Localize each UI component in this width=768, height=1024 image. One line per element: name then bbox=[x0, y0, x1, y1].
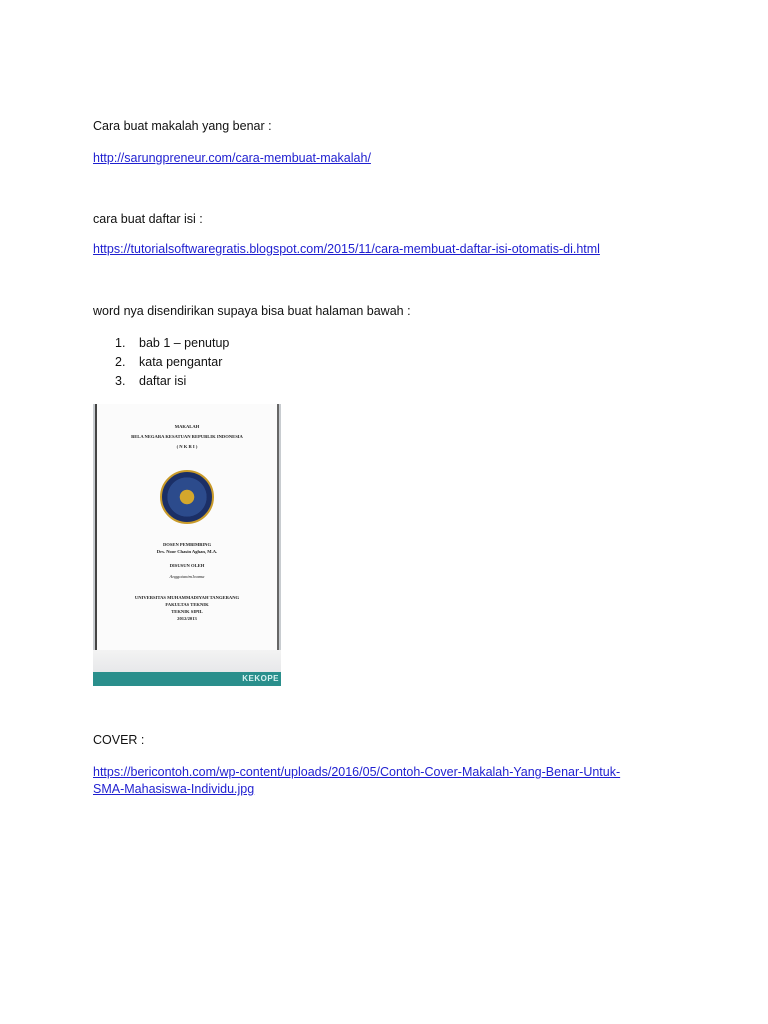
cover-univ: UNIVERSITAS MUHAMMADIYAH TANGERANG bbox=[134, 595, 240, 600]
list-item: 1. bab 1 – penutup bbox=[115, 336, 230, 350]
cover-watermark: KEKOPE bbox=[93, 672, 281, 686]
cover-dosen-name: Drs. Noor Chasin Aghan, M.A. bbox=[156, 549, 218, 554]
cover-link-line2[interactable]: SMA-Mahasiswa-Individu.jpg bbox=[93, 782, 255, 796]
cover-year: 2012/2013 bbox=[177, 616, 197, 621]
cover-band bbox=[93, 650, 281, 672]
daftar-isi-link[interactable]: https://tutorialsoftwaregratis.blogspot.com/2015/11/cara-membuat-daftar-isi-otomatis-di.html bbox=[93, 242, 600, 256]
cover-link-line1[interactable]: https://bericontoh.com/wp-content/uploads/2016/05/Contoh-Cover-Makalah-Yang-Benar-Untuk- bbox=[93, 765, 621, 779]
makalah-link[interactable]: http://sarungpreneur.com/cara-membuat-makalah/ bbox=[93, 151, 371, 165]
cover-title: MAKALAH bbox=[174, 424, 200, 429]
cover-label: COVER : bbox=[93, 733, 145, 747]
daftar-isi-label: cara buat daftar isi : bbox=[93, 212, 203, 226]
university-logo-icon bbox=[160, 470, 214, 524]
word-label: word nya disendirikan supaya bisa buat halaman bawah : bbox=[93, 304, 411, 318]
cover-page bbox=[95, 404, 279, 650]
list-item: 3. daftar isi bbox=[115, 374, 187, 388]
list-item: 2. kata pengantar bbox=[115, 355, 223, 369]
cover-image bbox=[93, 404, 281, 686]
cover-nama: Anggotanim1nama bbox=[169, 574, 205, 579]
cover-subtitle: BELA NEGARA KESATUAN REPUBLIK INDONESIA bbox=[131, 434, 243, 439]
cover-abbrev: ( N K R I ) bbox=[176, 444, 198, 449]
cover-dosen-label: DOSEN PEMBIMBING bbox=[162, 542, 212, 547]
cover-disusun: DISUSUN OLEH bbox=[169, 563, 205, 568]
cover-prodi: TEKNIK SIPIL bbox=[171, 609, 203, 614]
makalah-label: Cara buat makalah yang benar : bbox=[93, 119, 272, 133]
numbered-list bbox=[93, 334, 229, 391]
cover-fakultas: FAKULTAS TEKNIK bbox=[165, 602, 209, 607]
